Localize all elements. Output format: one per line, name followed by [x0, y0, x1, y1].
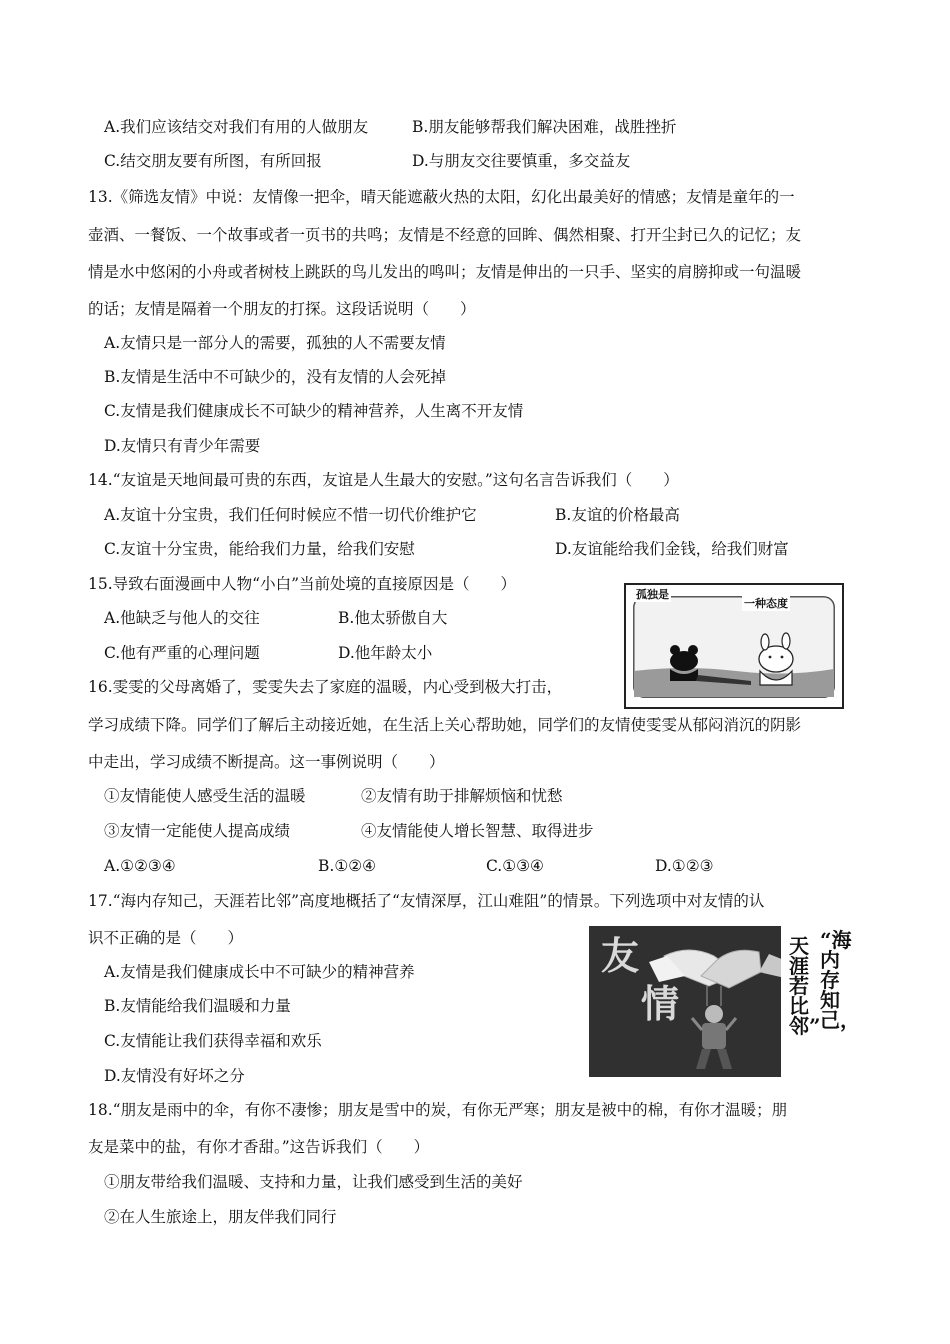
q16-stem-line2: 学习成绩下降。同学们了解后主动接近她，在生活上关心帮助她，同学们的友情使雯雯从郁闷消沉的阴影 — [88, 716, 802, 734]
q15-option-d: D.他年龄太小 — [338, 644, 433, 662]
q14-option-a: A.友谊十分宝贵，我们任何时候应不惜一切代价维护它 — [104, 506, 477, 524]
poster-poem-col1: “海内存知己， — [820, 928, 860, 1032]
q16-statement-3: ③友情一定能使人提高成绩 — [104, 822, 291, 840]
q16-statement-4: ④友情能使人增长智慧、取得进步 — [361, 822, 594, 840]
q17-stem-line1: 17.“海内存知己，天涯若比邻”高度地概括了“友情深厚，江山难阻”的情景。下列选项中对友情的认 — [88, 892, 765, 910]
q13-stem-line4: 的话；友情是隔着一个朋友的打探。这段话说明（ ） — [88, 300, 476, 318]
q18-statement-2: ②在人生旅途上，朋友伴我们同行 — [104, 1208, 337, 1226]
cartoon-subtitle: 一种态度 — [744, 597, 788, 610]
q14-option-d: D.友谊能给我们金钱，给我们财富 — [555, 540, 789, 558]
q15-option-b: B.他太骄傲自大 — [338, 609, 448, 627]
q13-stem-line1: 13.《筛选友情》中说：友情像一把伞，晴天能遮蔽火热的太阳，幻化出最美好的情感；友情是童年的一 — [88, 188, 795, 206]
q13-option-b: B.友情是生活中不可缺少的，没有友情的人会死掉 — [104, 368, 446, 386]
q13-option-d: D.友情只有青少年需要 — [104, 437, 261, 455]
q17-option-a: A.友情是我们健康成长中不可缺少的精神营养 — [104, 963, 415, 981]
q15-stem: 15.导致右面漫画中人物“小白”当前处境的直接原因是（ ） — [88, 575, 517, 593]
q16-statement-2: ②友情有助于排解烦恼和忧愁 — [361, 787, 563, 805]
q17-option-b: B.友情能给我们温暖和力量 — [104, 997, 291, 1015]
q17-option-c: C.友情能让我们获得幸福和欢乐 — [104, 1032, 322, 1050]
poster-poem-panel — [781, 926, 860, 1077]
loneliness-cartoon — [624, 583, 844, 709]
q16-option-c: C.①③④ — [486, 857, 544, 875]
q13-stem-line3: 情是水中悠闲的小舟或者树枝上跳跃的鸟儿发出的鸣叫；友情是伸出的一只手、坚实的肩膀抑或一句温暖 — [88, 263, 802, 281]
q13-option-a: A.友情只是一部分人的需要，孤独的人不需要友情 — [104, 334, 446, 352]
q16-stem-line1: 16.雯雯的父母离婚了，雯雯失去了家庭的温暖，内心受到极大打击， — [88, 678, 563, 696]
q15-option-a: A.他缺乏与他人的交往 — [104, 609, 260, 627]
q18-stem-line1: 18.“朋友是雨中的伞，有你不凄惨；朋友是雪中的炭，有你无严寒；朋友是被中的棉，有你才温暖；朋 — [88, 1101, 788, 1119]
poster-poem-col2: 天涯若比邻” — [789, 934, 821, 1038]
cartoon-drawing — [626, 585, 842, 707]
q16-stem-line3: 中走出，学习成绩不断提高。这一事例说明（ ） — [88, 753, 445, 771]
friendship-poster — [589, 926, 860, 1077]
cartoon-title: 孤独是 — [636, 588, 669, 601]
q16-statement-1: ①友情能使人感受生活的温暖 — [104, 787, 306, 805]
q18-statement-1: ①朋友带给我们温暖、支持和力量，让我们感受到生活的美好 — [104, 1173, 523, 1191]
q12-option-d: D.与朋友交往要慎重，多交益友 — [412, 152, 631, 170]
q16-option-b: B.①②④ — [318, 857, 377, 875]
q17-stem-line2: 识不正确的是（ ） — [88, 929, 244, 947]
q14-option-c: C.友谊十分宝贵，能给我们力量，给我们安慰 — [104, 540, 415, 558]
poster-word-1: 友 — [601, 933, 640, 978]
poster-word-2: 情 — [641, 981, 680, 1026]
q15-option-c: C.他有严重的心理问题 — [104, 644, 260, 662]
q12-option-a: A.我们应该结交对我们有用的人做朋友 — [104, 118, 369, 136]
q14-stem: 14.“友谊是天地间最可贵的东西，友谊是人生最大的安慰。”这句名言告诉我们（ ） — [88, 471, 679, 489]
q13-option-c: C.友情是我们健康成长不可缺少的精神营养，人生离不开友情 — [104, 402, 524, 420]
q16-option-d: D.①②③ — [655, 857, 714, 875]
q13-stem-line2: 壶酒、一餐饭、一个故事或者一页书的共鸣；友情是不经意的回眸、偶然相聚、打开尘封已久的记忆；友 — [88, 226, 802, 244]
q14-option-b: B.友谊的价格最高 — [555, 506, 680, 524]
q18-stem-line2: 友是菜中的盐，有你才香甜。”这告诉我们（ ） — [88, 1138, 430, 1156]
q12-option-b: B.朋友能够帮我们解决困难，战胜挫折 — [412, 118, 677, 136]
q17-option-d: D.友情没有好坏之分 — [104, 1067, 245, 1085]
q12-option-c: C.结交朋友要有所图，有所回报 — [104, 152, 322, 170]
q16-option-a: A.①②③④ — [104, 857, 176, 875]
